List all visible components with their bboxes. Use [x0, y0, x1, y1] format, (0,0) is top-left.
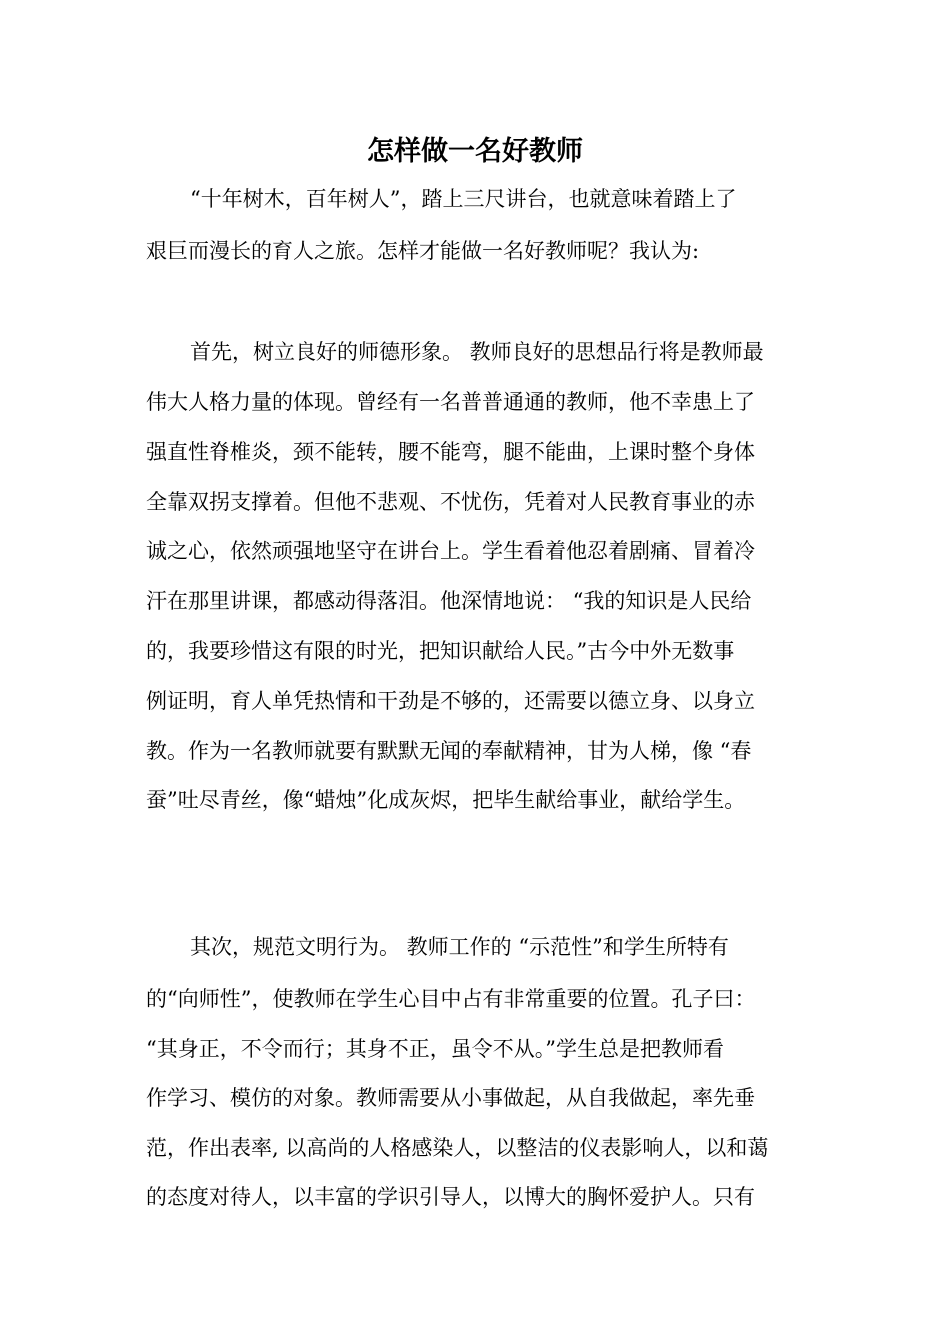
paragraph-3-line-6: 的态度对待人，以丰富的学识引导人，以博大的胸怀爱护人。只有: [146, 1185, 755, 1209]
paragraph-3-line-4: 作学习、模仿的对象。教师需要从小事做起，从自我做起，率先垂: [146, 1086, 755, 1110]
page-title: 怎样做一名好教师: [367, 136, 583, 167]
paragraph-3-line-1: 其次，规范文明行为。 教师工作的 “示范性”和学生所特有: [190, 935, 729, 959]
paragraph-3-line-2: 的“向师性”，使教师在学生心目中占有非常重要的位置。孔子曰：: [146, 987, 756, 1011]
paragraph-2-line-6: 汗在那里讲课，都感动得落泪。他深情地说： “我的知识是人民给: [146, 589, 752, 613]
paragraph-2-line-2: 伟大人格力量的体现。曾经有一名普普通通的教师，他不幸患上了: [146, 390, 755, 414]
paragraph-3-line-3: “其身正，不令而行；其身不正，虽令不从。”学生总是把教师看: [146, 1037, 724, 1061]
paragraph-1-line-2: 艰巨而漫长的育人之旅。怎样才能做一名好教师呢？我认为:: [146, 239, 700, 263]
paragraph-2-line-1: 首先，树立良好的师德形象。 教师良好的思想品行将是教师最: [190, 340, 764, 364]
paragraph-2-line-7: 的，我要珍惜这有限的时光，把知识献给人民。”古今中外无数事: [146, 639, 735, 663]
paragraph-2-line-5: 诚之心，依然顽强地坚守在讲台上。学生看着他忍着剧痛、冒着冷: [146, 539, 755, 563]
paragraph-2-line-4: 全靠双拐支撑着。但他不悲观、不忧伤，凭着对人民教育事业的赤: [146, 490, 755, 514]
paragraph-2-line-9: 教。作为一名教师就要有默默无闻的奉献精神，甘为人梯，像 “春: [146, 739, 752, 763]
paragraph-2-line-3: 强直性脊椎炎，颈不能转，腰不能弯，腿不能曲，上课时整个身体: [146, 440, 755, 464]
paragraph-2-line-8: 例证明，育人单凭热情和干劲是不够的，还需要以德立身、以身立: [146, 689, 755, 713]
paragraph-2-line-10: 蚕”吐尽青丝，像“蜡烛”化成灰烬，把毕生献给事业，献给学生。: [146, 788, 746, 812]
paragraph-1-line-1: “十年树木，百年树人”，踏上三尺讲台，也就意味着踏上了: [190, 187, 737, 211]
paragraph-3-line-5: 范，作出表率, 以高尚的人格感染人，以整洁的仪表影响人，以和蔼: [146, 1136, 769, 1160]
